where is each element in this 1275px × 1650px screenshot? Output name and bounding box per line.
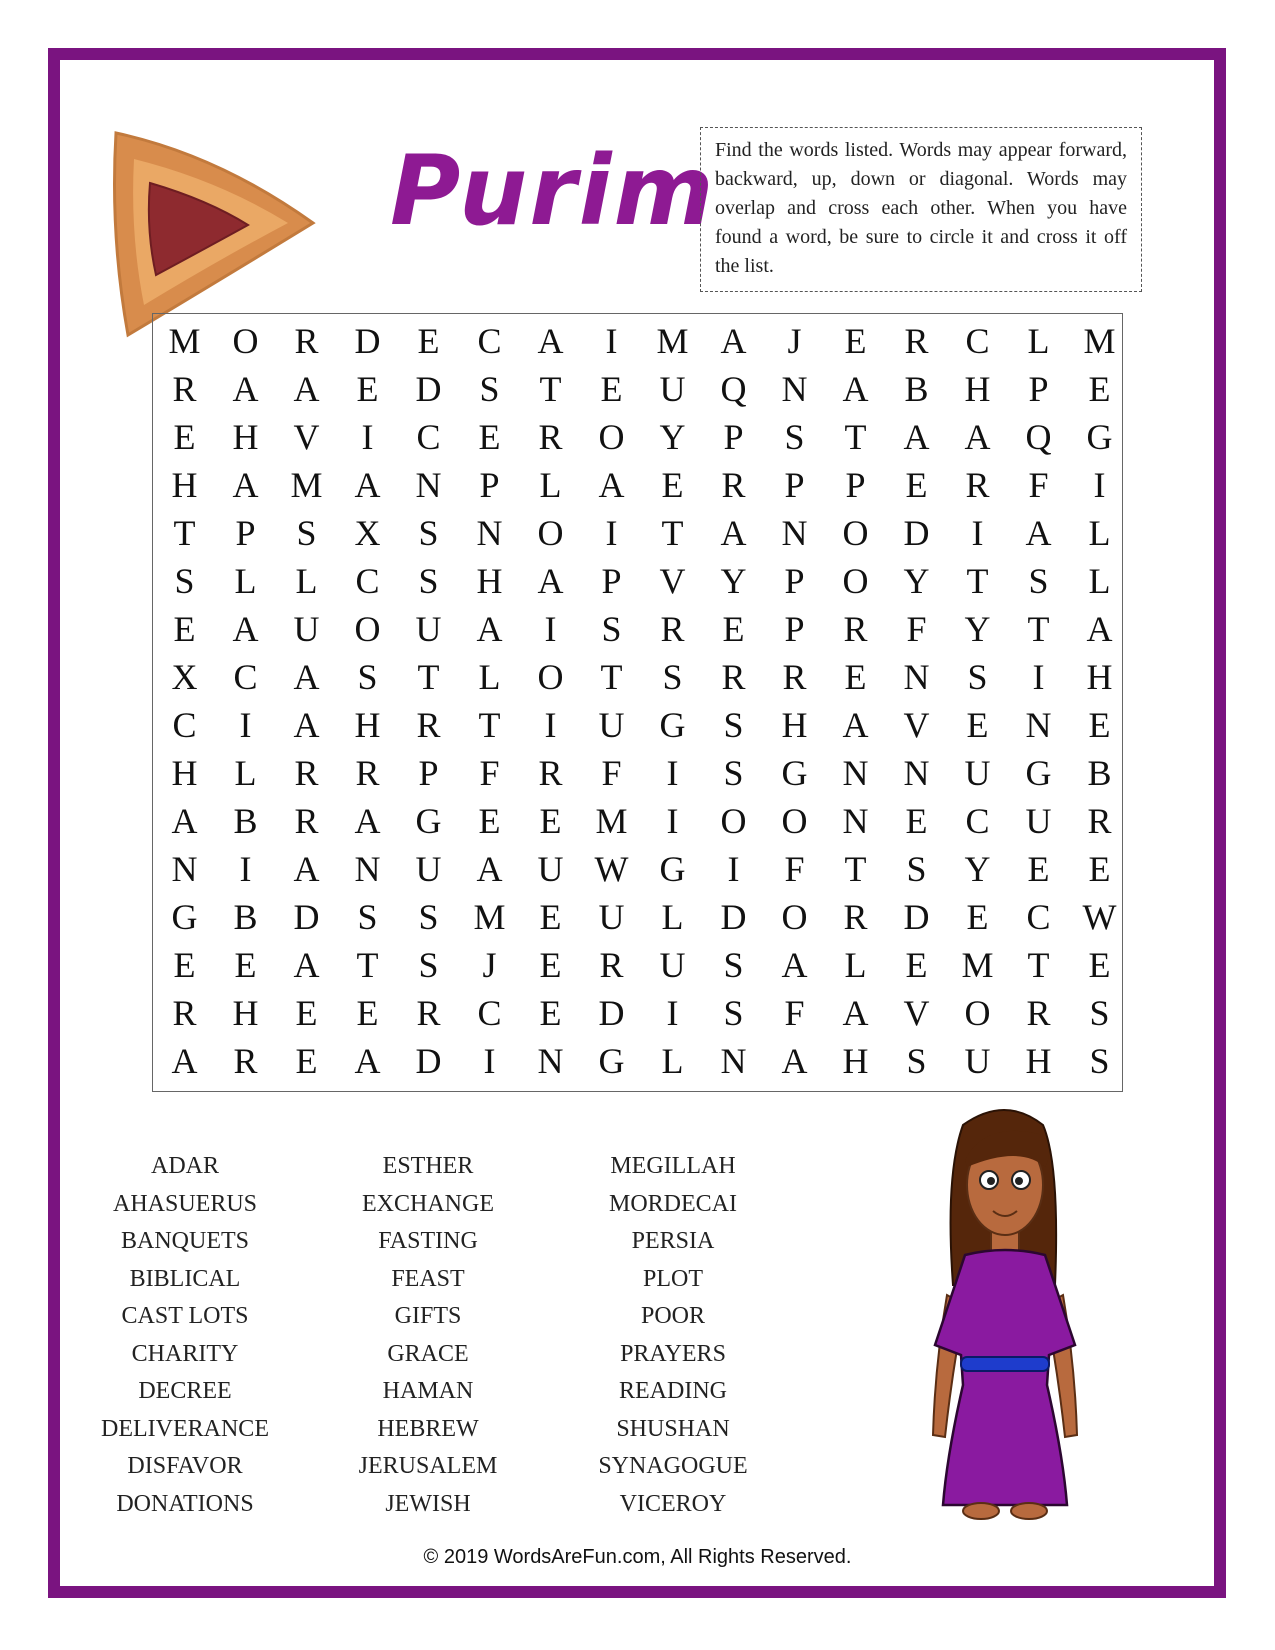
grid-letter: S xyxy=(174,561,195,601)
grid-letter: O xyxy=(720,801,747,841)
grid-letter: E xyxy=(905,801,928,841)
grid-letter: T xyxy=(417,657,440,697)
grid-letter: A xyxy=(171,1041,198,1081)
grid-letter: U xyxy=(293,609,320,649)
grid-letter: E xyxy=(295,993,318,1033)
grid-letter: D xyxy=(903,513,930,553)
grid-letter: G xyxy=(781,753,808,793)
grid-letter: S xyxy=(723,993,744,1033)
grid-letter: R xyxy=(721,465,746,505)
grid-letter: S xyxy=(1089,993,1110,1033)
grid-letter: N xyxy=(842,801,869,841)
grid-letter: N xyxy=(781,513,808,553)
grid-letter: A xyxy=(232,465,259,505)
grid-letter: A xyxy=(781,945,808,985)
grid-letter: U xyxy=(415,849,442,889)
grid-letter: O xyxy=(354,609,381,649)
grid-letter: C xyxy=(477,993,502,1033)
grid-letter: U xyxy=(964,753,991,793)
grid-letter: R xyxy=(172,369,197,409)
word-list-item: PERSIA xyxy=(631,1228,715,1254)
grid-letter: A xyxy=(354,465,381,505)
grid-letter: T xyxy=(966,561,989,601)
grid-letter: I xyxy=(727,849,740,889)
grid-letter: R xyxy=(1026,993,1051,1033)
grid-letter: R xyxy=(843,609,868,649)
grid-letter: T xyxy=(844,417,867,457)
grid-letter: R xyxy=(599,945,624,985)
grid-letter: P xyxy=(845,465,866,505)
grid-letter: E xyxy=(1088,705,1111,745)
grid-letter: R xyxy=(843,897,868,937)
grid-letter: H xyxy=(476,561,503,601)
grid-letter: F xyxy=(1028,465,1049,505)
grid-letter: W xyxy=(594,849,629,889)
grid-letter: S xyxy=(1089,1041,1110,1081)
grid-letter: I xyxy=(239,705,252,745)
grid-letter: A xyxy=(598,465,625,505)
word-list-item: CHARITY xyxy=(131,1340,239,1367)
grid-letter: A xyxy=(720,513,747,553)
grid-letter: R xyxy=(294,321,319,361)
grid-letter: G xyxy=(659,705,686,745)
word-list-item: READING xyxy=(619,1378,727,1404)
grid-letter: L xyxy=(1088,561,1111,601)
grid-letter: R xyxy=(904,321,929,361)
grid-letter: V xyxy=(903,705,930,745)
grid-letter: E xyxy=(478,801,501,841)
grid-letter: I xyxy=(1032,657,1045,697)
grid-letter: A xyxy=(537,321,564,361)
grid-letter: T xyxy=(661,513,684,553)
grid-letter: E xyxy=(173,945,196,985)
grid-letter: E xyxy=(356,993,379,1033)
grid-letter: P xyxy=(723,417,744,457)
grid-letter: T xyxy=(600,657,623,697)
word-list-item: POOR xyxy=(640,1303,706,1329)
grid-letter: J xyxy=(482,945,497,985)
word-list-item: DECREE xyxy=(138,1378,232,1404)
grid-letter: B xyxy=(233,897,258,937)
word-list-item: BANQUETS xyxy=(120,1228,249,1254)
grid-letter: L xyxy=(234,753,257,793)
grid-letter: A xyxy=(781,1041,808,1081)
grid-letter: N xyxy=(354,849,381,889)
word-list-item: ADAR xyxy=(150,1153,219,1179)
grid-letter: U xyxy=(659,369,686,409)
grid-letter: P xyxy=(784,609,805,649)
grid-letter: D xyxy=(598,993,625,1033)
grid-letter: N xyxy=(171,849,198,889)
grid-letter: H xyxy=(842,1041,869,1081)
word-list-item: CAST LOTS xyxy=(121,1303,249,1329)
grid-letter: L xyxy=(539,465,562,505)
grid-letter: Y xyxy=(720,561,747,601)
grid-letter: Y xyxy=(964,849,991,889)
grid-letter: C xyxy=(416,417,441,457)
grid-letter: S xyxy=(906,849,927,889)
grid-letter: R xyxy=(355,753,380,793)
word-list-column-1 xyxy=(55,1148,315,1523)
grid-letter: I xyxy=(666,753,679,793)
grid-letter: A xyxy=(354,801,381,841)
grid-letter: X xyxy=(171,657,198,697)
grid-letter: N xyxy=(842,753,869,793)
grid-letter: O xyxy=(842,561,869,601)
grid-letter: A xyxy=(293,705,320,745)
grid-letter: V xyxy=(903,993,930,1033)
grid-letter: R xyxy=(416,705,441,745)
grid-letter: S xyxy=(357,897,378,937)
grid-letter: C xyxy=(965,801,990,841)
grid-letter: R xyxy=(233,1041,258,1081)
grid-letter: U xyxy=(598,705,625,745)
grid-letter: E xyxy=(600,369,623,409)
grid-letter: E xyxy=(173,609,196,649)
grid-letter: I xyxy=(544,705,557,745)
grid-letter: M xyxy=(656,321,689,361)
grid-letter: G xyxy=(415,801,442,841)
grid-letter: O xyxy=(781,897,808,937)
grid-letter: W xyxy=(1082,897,1117,937)
word-list-item: JEWISH xyxy=(385,1490,471,1517)
grid-letter: L xyxy=(295,561,318,601)
grid-letter: P xyxy=(784,465,805,505)
grid-letter: Y xyxy=(903,561,930,601)
grid-letter: M xyxy=(168,321,201,361)
word-list-item: DONATIONS xyxy=(116,1490,254,1517)
grid-letter: A xyxy=(964,417,991,457)
grid-letter: G xyxy=(1025,753,1052,793)
grid-letter: R xyxy=(416,993,441,1033)
grid-letter: B xyxy=(904,369,929,409)
grid-letter: C xyxy=(355,561,380,601)
grid-letter: F xyxy=(479,753,500,793)
grid-letter: T xyxy=(356,945,379,985)
grid-letter: P xyxy=(601,561,622,601)
hamantaschen-icon xyxy=(108,125,323,340)
grid-letter: N xyxy=(781,369,808,409)
grid-letter: F xyxy=(601,753,622,793)
grid-letter: S xyxy=(967,657,988,697)
grid-letter: M xyxy=(595,801,628,841)
grid-letter: S xyxy=(662,657,683,697)
grid-letter: A xyxy=(293,945,320,985)
grid-letter: I xyxy=(666,801,679,841)
grid-letter: E xyxy=(356,369,379,409)
copyright-notice: © 2019 WordsAreFun.com, All Rights Reserved. xyxy=(423,1546,852,1568)
grid-letter: S xyxy=(784,417,805,457)
grid-letter: A xyxy=(293,657,320,697)
grid-letter: O xyxy=(964,993,991,1033)
grid-letter: L xyxy=(234,561,257,601)
grid-letter: E xyxy=(1088,369,1111,409)
grid-letter: A xyxy=(232,609,259,649)
grid-letter: V xyxy=(659,561,686,601)
grid-letter: H xyxy=(1086,657,1113,697)
grid-letter: E xyxy=(966,705,989,745)
grid-letter: S xyxy=(479,369,500,409)
grid-letter: R xyxy=(782,657,807,697)
grid-letter: F xyxy=(784,849,805,889)
grid-letter: C xyxy=(172,705,197,745)
grid-letter: N xyxy=(1025,705,1052,745)
grid-letter: H xyxy=(781,705,808,745)
grid-letter: M xyxy=(290,465,323,505)
grid-letter: S xyxy=(418,945,439,985)
grid-letter: R xyxy=(172,993,197,1033)
grid-letter: S xyxy=(418,561,439,601)
grid-letter: T xyxy=(478,705,501,745)
grid-letter: F xyxy=(784,993,805,1033)
grid-letter: V xyxy=(293,417,320,457)
grid-letter: Y xyxy=(659,417,686,457)
word-list-item: FASTING xyxy=(378,1228,478,1254)
grid-letter: D xyxy=(293,897,320,937)
word-list-column-2 xyxy=(298,1148,558,1523)
grid-letter: L xyxy=(661,1041,684,1081)
grid-letter: H xyxy=(171,465,198,505)
word-list-item: AHASUERUS xyxy=(112,1190,258,1217)
grid-letter: I xyxy=(239,849,252,889)
grid-letter: I xyxy=(666,993,679,1033)
grid-letter: E xyxy=(722,609,745,649)
word-list-item: MEGILLAH xyxy=(610,1153,736,1179)
grid-letter: A xyxy=(537,561,564,601)
letter-grid xyxy=(154,317,1130,1085)
grid-letter: D xyxy=(354,321,381,361)
page-title: Purim xyxy=(390,135,716,247)
grid-letter: R xyxy=(660,609,685,649)
grid-letter: O xyxy=(537,657,564,697)
grid-letter: A xyxy=(171,801,198,841)
word-list-item: BIBLICAL xyxy=(129,1265,241,1292)
grid-letter: I xyxy=(1093,465,1106,505)
grid-letter: A xyxy=(232,369,259,409)
grid-letter: U xyxy=(659,945,686,985)
grid-letter: I xyxy=(605,513,618,553)
grid-letter: X xyxy=(354,513,381,553)
grid-letter: E xyxy=(1088,849,1111,889)
grid-letter: M xyxy=(473,897,506,937)
grid-letter: M xyxy=(1083,321,1116,361)
grid-letter: I xyxy=(971,513,984,553)
grid-letter: H xyxy=(354,705,381,745)
grid-letter: E xyxy=(173,417,196,457)
grid-letter: C xyxy=(965,321,990,361)
grid-letter: N xyxy=(903,657,930,697)
grid-letter: I xyxy=(483,1041,496,1081)
grid-letter: S xyxy=(296,513,317,553)
grid-letter: E xyxy=(1027,849,1050,889)
grid-letter: S xyxy=(357,657,378,697)
grid-letter: H xyxy=(964,369,991,409)
word-list-item: SYNAGOGUE xyxy=(598,1453,748,1479)
grid-letter: L xyxy=(478,657,501,697)
grid-letter: D xyxy=(720,897,747,937)
grid-letter: R xyxy=(538,417,563,457)
grid-letter: T xyxy=(1027,945,1050,985)
grid-letter: S xyxy=(906,1041,927,1081)
word-list-item: PLOT xyxy=(643,1265,703,1292)
grid-letter: A xyxy=(842,993,869,1033)
grid-letter: A xyxy=(476,609,503,649)
grid-letter: H xyxy=(232,417,259,457)
grid-letter: C xyxy=(477,321,502,361)
grid-letter: E xyxy=(661,465,684,505)
grid-letter: E xyxy=(844,321,867,361)
grid-letter: T xyxy=(844,849,867,889)
grid-letter: E xyxy=(417,321,440,361)
grid-letter: R xyxy=(1087,801,1112,841)
grid-letter: A xyxy=(903,417,930,457)
grid-letter: O xyxy=(537,513,564,553)
grid-letter: E xyxy=(295,1041,318,1081)
grid-letter: T xyxy=(173,513,196,553)
grid-letter: E xyxy=(1088,945,1111,985)
grid-letter: E xyxy=(539,993,562,1033)
grid-letter: U xyxy=(537,849,564,889)
grid-letter: L xyxy=(661,897,684,937)
grid-letter: R xyxy=(294,801,319,841)
grid-letter: I xyxy=(361,417,374,457)
grid-letter: S xyxy=(418,513,439,553)
grid-letter: U xyxy=(598,897,625,937)
word-list-item: VICEROY xyxy=(619,1490,727,1517)
grid-letter: N xyxy=(537,1041,564,1081)
grid-letter: E xyxy=(539,801,562,841)
grid-letter: L xyxy=(1088,513,1111,553)
grid-letter: O xyxy=(598,417,625,457)
word-list-item: DISFAVOR xyxy=(127,1453,243,1479)
grid-letter: P xyxy=(479,465,500,505)
grid-letter: A xyxy=(842,369,869,409)
grid-letter: S xyxy=(723,705,744,745)
grid-letter: R xyxy=(965,465,990,505)
grid-letter: P xyxy=(235,513,256,553)
grid-letter: E xyxy=(478,417,501,457)
grid-letter: T xyxy=(539,369,562,409)
grid-letter: Y xyxy=(964,609,991,649)
grid-letter: S xyxy=(723,753,744,793)
grid-letter: N xyxy=(720,1041,747,1081)
grid-letter: E xyxy=(905,945,928,985)
grid-letter: A xyxy=(354,1041,381,1081)
grid-letter: M xyxy=(961,945,994,985)
grid-letter: N xyxy=(476,513,503,553)
word-list-item: EXCHANGE xyxy=(362,1190,494,1217)
grid-letter: P xyxy=(784,561,805,601)
grid-letter: A xyxy=(293,849,320,889)
word-list-column-3 xyxy=(543,1148,803,1523)
grid-letter: A xyxy=(1086,609,1113,649)
grid-letter: L xyxy=(1027,321,1050,361)
grid-letter: A xyxy=(476,849,503,889)
grid-letter: I xyxy=(544,609,557,649)
word-list-item: HEBREW xyxy=(377,1415,479,1442)
grid-letter: F xyxy=(906,609,927,649)
word-list-item: MORDECAI xyxy=(608,1190,737,1217)
word-list-item: FEAST xyxy=(391,1265,465,1292)
grid-letter: P xyxy=(1028,369,1049,409)
instructions-box: Find the words listed. Words may appear forward, backward, up, down or diagonal. Words may overlap and cross each other. When you have found a word, be sure to circle it and cross it off the list. xyxy=(700,127,1142,292)
grid-letter: B xyxy=(233,801,258,841)
grid-letter: S xyxy=(1028,561,1049,601)
grid-letter: H xyxy=(1025,1041,1052,1081)
word-list-item: ESTHER xyxy=(382,1153,474,1179)
grid-letter: O xyxy=(781,801,808,841)
grid-letter: A xyxy=(293,369,320,409)
grid-letter: I xyxy=(605,321,618,361)
grid-letter: E xyxy=(905,465,928,505)
grid-letter: S xyxy=(418,897,439,937)
grid-letter: B xyxy=(1087,753,1112,793)
grid-letter: S xyxy=(723,945,744,985)
grid-letter: O xyxy=(232,321,259,361)
grid-letter: U xyxy=(964,1041,991,1081)
grid-letter: G xyxy=(598,1041,625,1081)
word-list-item: SHUSHAN xyxy=(616,1415,730,1442)
grid-letter: N xyxy=(415,465,442,505)
grid-letter: G xyxy=(171,897,198,937)
grid-letter: G xyxy=(1086,417,1113,457)
grid-letter: U xyxy=(1025,801,1052,841)
queen-esther-icon xyxy=(925,1105,1085,1545)
word-list-item: DELIVERANCE xyxy=(101,1415,269,1442)
grid-letter: C xyxy=(233,657,258,697)
grid-letter: A xyxy=(842,705,869,745)
grid-letter: R xyxy=(538,753,563,793)
grid-letter: A xyxy=(720,321,747,361)
grid-letter: U xyxy=(415,609,442,649)
grid-letter: Q xyxy=(720,369,747,409)
grid-letter: N xyxy=(903,753,930,793)
word-list-item: HAMAN xyxy=(382,1378,474,1404)
grid-letter: D xyxy=(415,369,442,409)
grid-letter: L xyxy=(844,945,867,985)
grid-letter: D xyxy=(415,1041,442,1081)
grid-letter: J xyxy=(787,321,802,361)
grid-letter: R xyxy=(721,657,746,697)
grid-letter: E xyxy=(234,945,257,985)
grid-letter: A xyxy=(1025,513,1052,553)
word-list-item: PRAYERS xyxy=(620,1340,726,1367)
grid-letter: D xyxy=(903,897,930,937)
grid-letter: Q xyxy=(1025,417,1052,457)
grid-letter: S xyxy=(601,609,622,649)
grid-letter: G xyxy=(659,849,686,889)
word-list-item: JERUSALEM xyxy=(358,1453,498,1479)
word-list-item: GIFTS xyxy=(394,1303,462,1329)
grid-letter: C xyxy=(1026,897,1051,937)
grid-letter: E xyxy=(539,945,562,985)
grid-letter: P xyxy=(418,753,439,793)
word-list-item: GRACE xyxy=(387,1340,469,1367)
grid-letter: E xyxy=(966,897,989,937)
grid-letter: E xyxy=(844,657,867,697)
grid-letter: H xyxy=(232,993,259,1033)
grid-letter: E xyxy=(539,897,562,937)
grid-letter: T xyxy=(1027,609,1050,649)
grid-letter: R xyxy=(294,753,319,793)
grid-letter: O xyxy=(842,513,869,553)
grid-letter: H xyxy=(171,753,198,793)
